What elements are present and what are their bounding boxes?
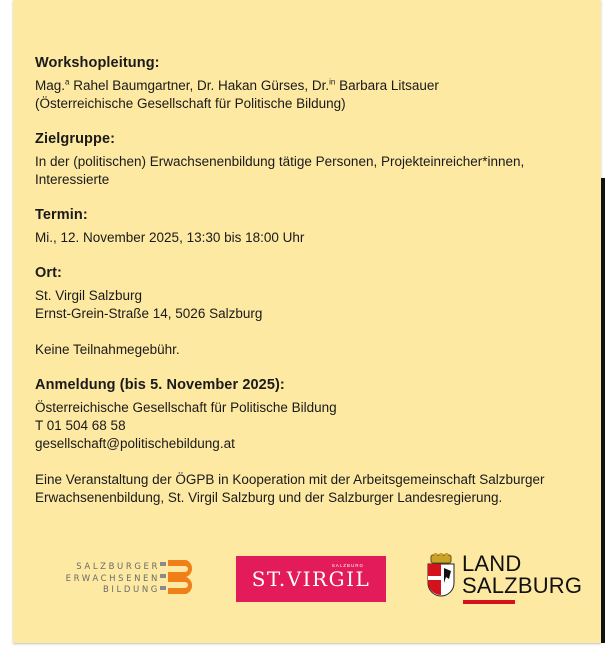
st-virgil-wordmark: ST.VIRGIL bbox=[251, 567, 371, 591]
footer-line: Eine Veranstaltung der ÖGPB in Kooperation mit der Arbeitsgemeinschaft Salzburger bbox=[35, 472, 545, 487]
section-termin bbox=[35, 207, 575, 247]
land-salzburg-underline bbox=[463, 600, 515, 604]
section-zielgruppe bbox=[35, 131, 575, 189]
section-workshopleitung bbox=[35, 55, 575, 113]
st-virgil-tagline: SALZBURG bbox=[331, 563, 364, 568]
edge-bar bbox=[601, 178, 605, 643]
section-ort bbox=[35, 265, 575, 323]
section-line: St. Virgil Salzburg bbox=[35, 288, 143, 303]
section-heading: Zielgruppe: bbox=[35, 131, 116, 147]
land-salzburg-logo bbox=[425, 553, 590, 608]
workshopleitung-names: Mag.$^a$ Rahel Baumgartner, Dr. Hakan Gürses, Dr.$^{in}$ Barbara Litsauer bbox=[35, 77, 439, 93]
land-line: LAND bbox=[462, 551, 522, 576]
section-line: Ernst-Grein-Straße 14, 5026 Salzburg bbox=[35, 306, 263, 321]
fee-note: Keine Teilnahmegebühr. bbox=[35, 342, 180, 357]
salzburg-crest-icon bbox=[425, 553, 457, 599]
seb-wordmark bbox=[48, 562, 160, 597]
section-anmeldung bbox=[35, 377, 575, 453]
content bbox=[35, 55, 575, 525]
section-line: (Österreichische Gesellschaft für Politische Bildung) bbox=[35, 96, 346, 111]
st-virgil-logo bbox=[236, 556, 386, 602]
land-line: SALZBURG bbox=[462, 573, 583, 598]
footer-line: Erwachsenenbildung, St. Virgil Salzburg und der Salzburger Landesregierung. bbox=[35, 490, 503, 505]
section-footer bbox=[35, 471, 575, 507]
section-heading: Termin: bbox=[35, 207, 88, 223]
salzburger-erwachsenenbildung-logo bbox=[48, 558, 218, 602]
logo-row bbox=[13, 553, 601, 608]
section-line: Interessierte bbox=[35, 172, 110, 187]
section-heading: Ort: bbox=[35, 265, 62, 281]
section-fee bbox=[35, 341, 575, 359]
email-link[interactable]: gesellschaft@politischebildung.at bbox=[35, 436, 235, 451]
section-line: In der (politischen) Erwachsenenbildung tätige Personen, Projekteinreicher*innen, bbox=[35, 154, 525, 169]
seb-line: ERWACHSENEN bbox=[65, 573, 160, 584]
phone-number: T 01 504 68 58 bbox=[35, 418, 126, 433]
seb-line: BILDUNG bbox=[103, 585, 160, 595]
land-salzburg-wordmark bbox=[462, 553, 582, 597]
seb-line: SALZBURGER bbox=[76, 562, 160, 572]
section-line: Österreichische Gesellschaft für Politische Bildung bbox=[35, 400, 337, 415]
section-heading: Anmeldung (bis 5. November 2025): bbox=[35, 377, 285, 393]
section-line: Mi., 12. November 2025, 13:30 bis 18:00 Uhr bbox=[35, 230, 305, 245]
seb-b-mark-icon bbox=[160, 558, 200, 598]
section-heading: Workshopleitung: bbox=[35, 55, 160, 71]
